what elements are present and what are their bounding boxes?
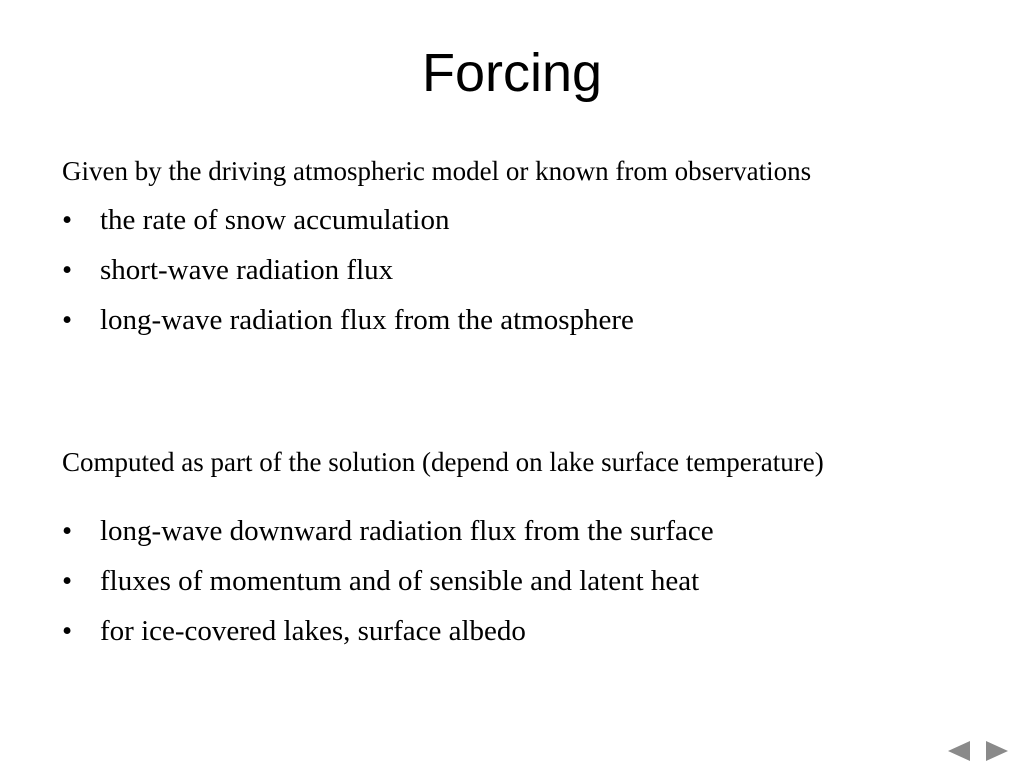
bullet-marker: • <box>62 204 73 236</box>
list-item-text: fluxes of momentum and of sensible and latent heat <box>100 565 700 597</box>
list-item-text: the rate of snow accumulation <box>100 204 450 236</box>
list-item-text: for ice-covered lakes, surface albedo <box>100 615 526 647</box>
list-item-text: short-wave radiation flux <box>100 254 394 286</box>
list-item-text: long-wave downward radiation flux from the surface <box>100 515 714 547</box>
bullet-marker: • <box>62 565 73 597</box>
triangle-left-icon <box>947 740 971 762</box>
bullet-marker: • <box>62 515 73 547</box>
slide-navigation <box>946 738 1010 764</box>
bullet-marker: • <box>62 615 73 647</box>
slide-title: Forcing <box>421 43 603 103</box>
list-item-text: long-wave radiation flux from the atmosphere <box>100 304 634 336</box>
previous-slide-button[interactable] <box>946 738 972 764</box>
section-heading-given: Given by the driving atmospheric model or known from observations <box>62 156 812 186</box>
section-heading-computed: Computed as part of the solution (depend on lake surface temperature) <box>62 447 824 477</box>
bullet-marker: • <box>62 304 73 336</box>
triangle-right-icon <box>985 740 1009 762</box>
next-slide-button[interactable] <box>984 738 1010 764</box>
bullet-marker: • <box>62 254 73 286</box>
